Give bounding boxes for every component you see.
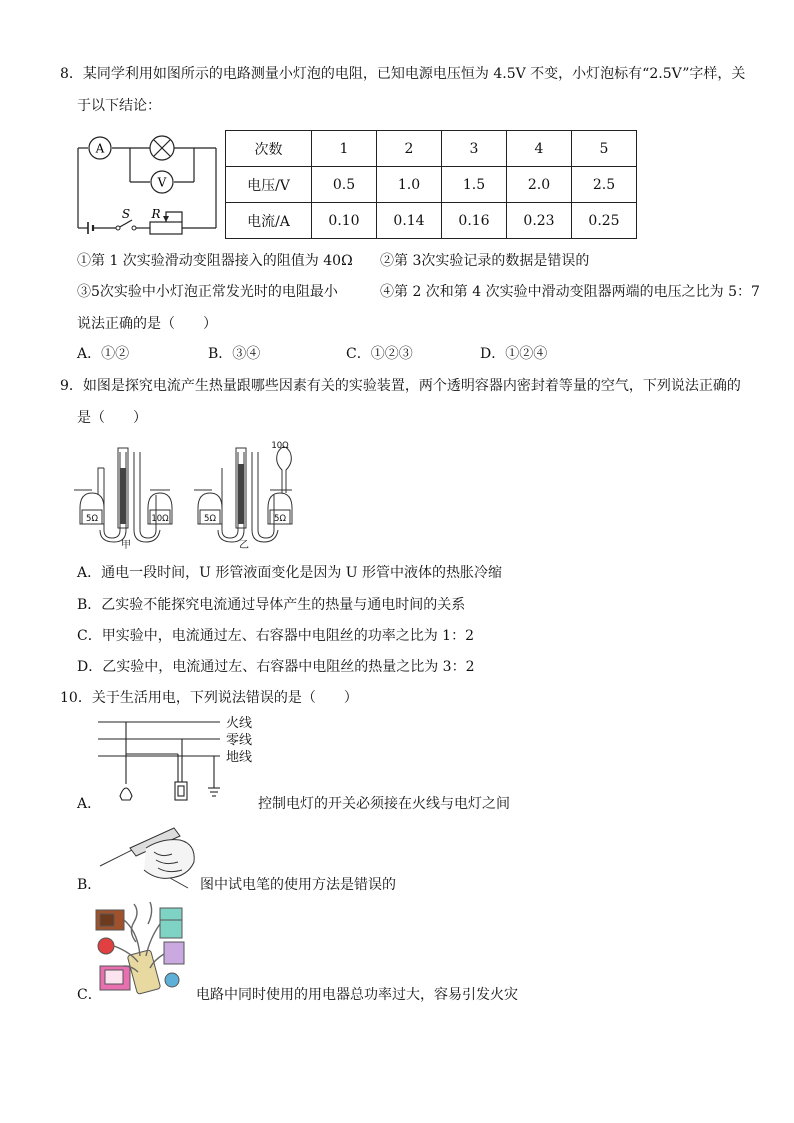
q8-stem-line1: 8．某同学利用如图所示的电路测量小灯泡的电阻，已知电源电压恒为 4.5V 不变，小灯泡标有“2.5V”字样，关 [60, 66, 746, 82]
q8-option-a[interactable]: A．①② [77, 346, 130, 362]
table-cell: 3 [442, 131, 507, 167]
q9-option-a[interactable]: A．通电一段时间，U 形管液面变化是因为 U 形管中液体的热胀冷缩 [77, 565, 503, 581]
voltmeter-symbol [151, 171, 173, 193]
table-cell: 1.5 [442, 167, 507, 203]
table-cell: 0.23 [507, 203, 572, 239]
lamp-symbol [150, 136, 174, 160]
q9-option-b[interactable]: B．乙实验不能探究电流通过导体产生的热量与通电时间的关系 [77, 597, 466, 613]
q9-apparatus-figure [70, 438, 300, 550]
q8-conclusion-2: ②第 3次实验记录的数据是错误的 [380, 253, 590, 269]
q8-stem-line2: 于以下结论： [77, 98, 161, 114]
table-cell: 2.0 [507, 167, 572, 203]
table-header-row [226, 131, 637, 167]
label-yi-left-resistor: 5Ω [204, 514, 216, 524]
table-cell: 0.5 [312, 167, 377, 203]
q10-option-a-letter[interactable]: A． [77, 796, 102, 812]
table-cell: 次数 [226, 131, 312, 167]
q8-ask: 说法正确的是（ ） [77, 316, 217, 332]
label-jia: 甲 [121, 540, 131, 551]
table-cell: 电流/A [226, 203, 312, 239]
label-yi-right-resistor: 5Ω [274, 514, 286, 524]
q9-option-d[interactable]: D．乙实验中，电流通过左、右容器中电阻丝的热量之比为 3：2 [77, 659, 475, 675]
table-cell: 0.25 [572, 203, 637, 239]
q10-option-c-letter[interactable]: C． [77, 987, 102, 1003]
q8-conclusion-1: ①第 1 次实验滑动变阻器接入的阻值为 40Ω [77, 253, 353, 269]
q10-option-b-text[interactable]: 图中试电笔的使用方法是错误的 [200, 877, 396, 893]
table-cell: 5 [572, 131, 637, 167]
label-yi-external-resistor: 10Ω [271, 441, 289, 451]
table-row [226, 203, 637, 239]
q8-data-table [225, 130, 637, 239]
table-cell: 0.16 [442, 203, 507, 239]
table-cell: 1 [312, 131, 377, 167]
q10-option-a-text[interactable]: 控制电灯的开关必须接在火线与电灯之间 [258, 796, 510, 812]
overloaded-appliances-illustration [94, 902, 194, 998]
label-jia-left-resistor: 5Ω [86, 514, 98, 524]
ammeter-symbol [89, 137, 111, 159]
wire-label-live: 火线 [226, 716, 253, 731]
q8-conclusion-3: ③5次实验中小灯泡正常发光时的电阻最小 [77, 284, 338, 300]
q8-option-b[interactable]: B．③④ [208, 346, 261, 362]
label-jia-right-resistor: 10Ω [151, 514, 169, 524]
ammeter-label: A [95, 141, 105, 156]
rheostat-label: R [151, 207, 161, 221]
label-yi: 乙 [239, 540, 249, 551]
q10-option-b-letter[interactable]: B． [77, 877, 102, 893]
wire-label-neutral: 零线 [226, 733, 253, 748]
q9-option-c[interactable]: C．甲实验中，电流通过左、右容器中电阻丝的功率之比为 1：2 [77, 628, 474, 644]
q8-circuit-diagram [70, 130, 225, 235]
test-pen-illustration [96, 818, 200, 890]
q9-stem-line1: 9．如图是探究电流产生热量跟哪些因素有关的实验装置，两个透明容器内密封着等量的空气，下列说法正确的 [60, 378, 741, 394]
q10-option-c-text[interactable]: 电路中同时使用的用电器总功率过大，容易引发火灾 [196, 987, 518, 1003]
q8-option-c[interactable]: C．①②③ [346, 346, 413, 362]
table-row [226, 167, 637, 203]
table-cell: 0.14 [377, 203, 442, 239]
wire-label-ground: 地线 [226, 750, 253, 765]
q8-option-d[interactable]: D．①②④ [480, 346, 548, 362]
q8-conclusion-4: ④第 2 次和第 4 次实验中滑动变阻器两端的电压之比为 5：7 [380, 284, 760, 300]
household-wiring-diagram [96, 714, 266, 810]
table-cell: 4 [507, 131, 572, 167]
q10-stem: 10．关于生活用电，下列说法错误的是（ ） [60, 690, 358, 706]
switch-label: S [121, 207, 131, 221]
table-cell: 0.10 [312, 203, 377, 239]
table-cell: 2 [377, 131, 442, 167]
table-cell: 电压/V [226, 167, 312, 203]
voltmeter-label: V [157, 175, 167, 190]
q9-stem-line2: 是（ ） [77, 410, 147, 426]
table-cell: 2.5 [572, 167, 637, 203]
table-cell: 1.0 [377, 167, 442, 203]
